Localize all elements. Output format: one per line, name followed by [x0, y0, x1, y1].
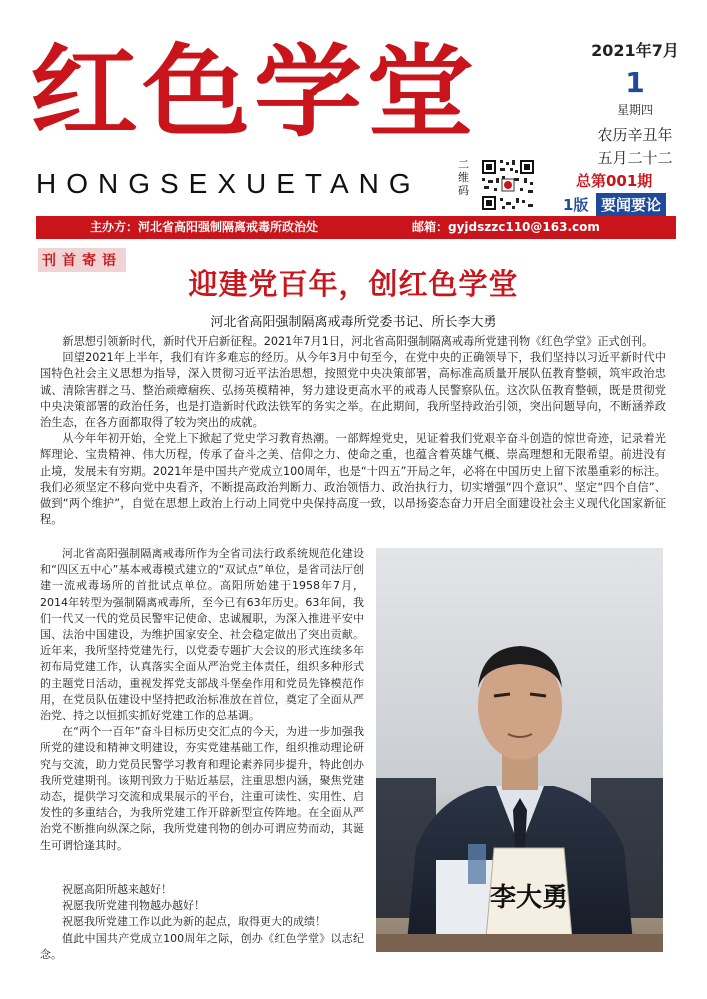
qr-code-icon[interactable]: [480, 158, 536, 212]
byline: 河北省高阳强制隔离戒毒所党委书记、所长李大勇: [210, 315, 497, 330]
article-paragraph: 河北省高阳强制隔离戒毒所作为全省司法行政系统规范化建设和“四区五中心”基本戒毒模式建立的“双试点”单位，是省司法厅创建一流戒毒场所的首批试点单位。高阳所始建于1958年7月，2014年转型为强制隔离戒毒所，至今已有63年历史。63年间，我们一代又一代的党员民警牢记使命、忠诚履职，为深入推进平安中国、法治中国建设，为维护国家安全、社会稳定做出了突出贡献。近年来，我所坚持党建先行，以党委专题扩大会议的形式连续多年初布局党建工作，认真落实全面从严治党主体责任，组织多种形式的主题党日活动，重视发挥党支部战斗堡垒作用和党员先锋模范作用，在党员队伍建设中坚持把政治标准放在首位，奠定了全面从严治党、持之以恒抓实抓好党建工作的总基调。: [40, 547, 364, 723]
wish-line: 祝愿高阳所越来越好！: [62, 883, 172, 896]
host-text: 主办方：河北省高阳强制隔离戒毒所政治处: [90, 220, 319, 234]
lunar-year: 农历辛丑年: [597, 126, 673, 144]
qr-label: 二维码: [458, 158, 469, 197]
article-paragraph: 回望2021年上半年，我们有许多难忘的经历。从今年3月中旬至今，在党中央的正确领导下，我们坚持以习近平新时代中国特色社会主义思想为指导，深入贯彻习近平法治思想，按照党中央决策部署，高标准高质量开展队伍教育整顿，筑牢政治忠诚、清除害群之马、整治顽瘴痼疾、弘扬英模精神，努力建设更高水平的戒毒人民警察队伍。这次队伍教育整顿，既是贯彻党中央决策部署的政治任务，也是打造新时代政法铁军的务实之举。在此期间，我所坚持政治引领，突出问题导向，不断涵养政治生态，在各方面都取得了较为突出的成就。: [40, 351, 666, 430]
article-body-top: [40, 334, 666, 528]
wish-line: 祝愿我所党建刊物越办越好！: [62, 899, 205, 913]
lunar-day: 五月二十二: [597, 149, 673, 167]
host-banner: [36, 216, 676, 239]
email-link[interactable]: 邮箱：gyjdszzc110@163.com: [412, 220, 600, 234]
edition-label: 1版: [563, 196, 589, 214]
date-year-month: 2021年7月: [591, 41, 679, 60]
wish-line: 值此中国共产党成立100周年之际，创办《红色学堂》以志纪念。: [40, 931, 364, 961]
headline: 迎建党百年，创红色学堂: [188, 267, 519, 301]
nameplate-text: 李大勇: [489, 883, 569, 913]
article-paragraph: 在“两个一百年”奋斗目标历史交汇点的今天，为进一步加强我所党的建设和精神文明建设，夯实党建基础工作，组织推动理论研究与交流，助力党员民警学习教育和理论素养同步提升，特此创办我所党建期刊。该期刊致力于贴近基层，注重思想内涵，聚焦党建动态，提供学习交流和成果展示的平台，注重可读性、实用性、启发性的多重结合，为我所党建工作开辟新型宣传阵地。在全面从严治党不断推向纵深之际，我所党建刊物的创办可谓应势而动，其诞生可谓恰逢其时。: [40, 725, 364, 852]
portrait-photo: [376, 548, 663, 952]
closing-wishes: [40, 882, 364, 963]
masthead-title: 红色学堂: [30, 34, 479, 151]
section-tag: 要闻要论: [596, 193, 666, 216]
article-paragraph: 新思想引领新时代，新时代开启新征程。2021年7月1日，河北省高阳强制隔离戒毒所党建刊物《红色学堂》正式创刊。: [62, 335, 654, 348]
article-body-left: [40, 546, 364, 854]
article-paragraph: 从今年年初开始，全党上下掀起了党史学习教育热潮。一部辉煌党史，见证着我们党艰辛奋斗创造的惊世奇迹，记录着光辉理论、宝贵精神、伟大历程，传承了奋斗之美、信仰之力、使命之重，也蕴含着英雄气概、崇高理想和无限希望。前进没有止境，发展未有穷期。2021年是中国共产党成立100周年，也是“十四五”开局之年，必将在中国历史上留下浓墨重彩的标注。我们必须坚定不移向党中央看齐，不断提高政治判断力、政治领悟力、政治执行力，切实增强“四个意识”、坚定“四个自信”、做到“两个维护”，自觉在思想上政治上行动上同党中央保持高度一致，以昂扬姿态奋力开启全面建设社会主义现代化国家新征程。: [40, 432, 666, 527]
wish-line: 祝愿我所党建工作以此为新的起点，取得更大的成绩！: [62, 915, 326, 929]
date-block: [570, 38, 700, 168]
column-tag: 刊首寄语: [38, 248, 126, 272]
masthead-subtitle: HONGSEXUETANG: [36, 168, 421, 199]
date-weekday: 星期四: [616, 103, 653, 117]
issue-number: 总第001期: [576, 172, 653, 190]
date-day: 1: [625, 66, 645, 99]
